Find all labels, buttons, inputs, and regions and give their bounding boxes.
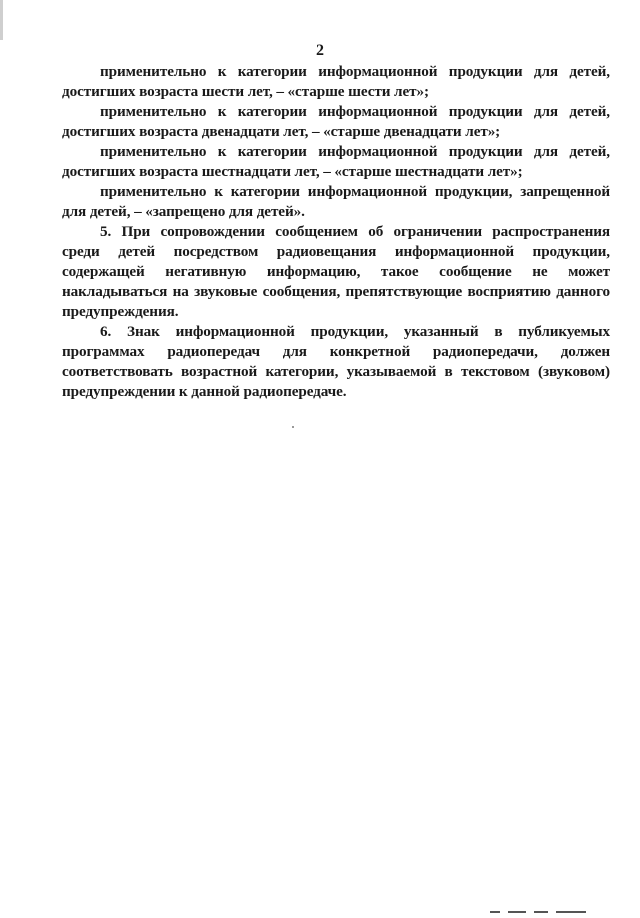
paragraph-prohibited: применительно к категории информационной продукции, запрещенной для детей, – «запрещено для детей». [62, 183, 610, 220]
scan-bottom-marks [490, 900, 640, 905]
page-number: 2 [316, 42, 324, 59]
paragraph-item-6: 6. Знак информационной продукции, указанный в публикуемых программах радиопередач для конкретной радиопередачи, должен соответствовать возрастной категории, указываемой в текстовом (звуковом) предупреждении к данной радиопередаче. [62, 323, 610, 400]
scan-speck [292, 426, 294, 428]
paragraph-age-6: применительно к категории информационной продукции для детей, достигших возраста шести лет, – «старше шести лет»; [62, 63, 610, 100]
paragraph-age-16: применительно к категории информационной продукции для детей, достигших возраста шестнадцати лет, – «старше шестнадцати лет»; [62, 143, 610, 180]
scan-edge-mark [0, 0, 3, 40]
document-body [62, 62, 610, 402]
paragraph-item-5: 5. При сопровождении сообщением об ограничении распространения среди детей посредством радиовещания информационной продукции, содержащей негативную информацию, такое сообщение не может накладываться на звуковые сообщения, препятствующие восприятию данного предупреждения. [62, 223, 610, 320]
paragraph-age-12: применительно к категории информационной продукции для детей, достигших возраста двенадцати лет, – «старше двенадцати лет»; [62, 103, 610, 140]
